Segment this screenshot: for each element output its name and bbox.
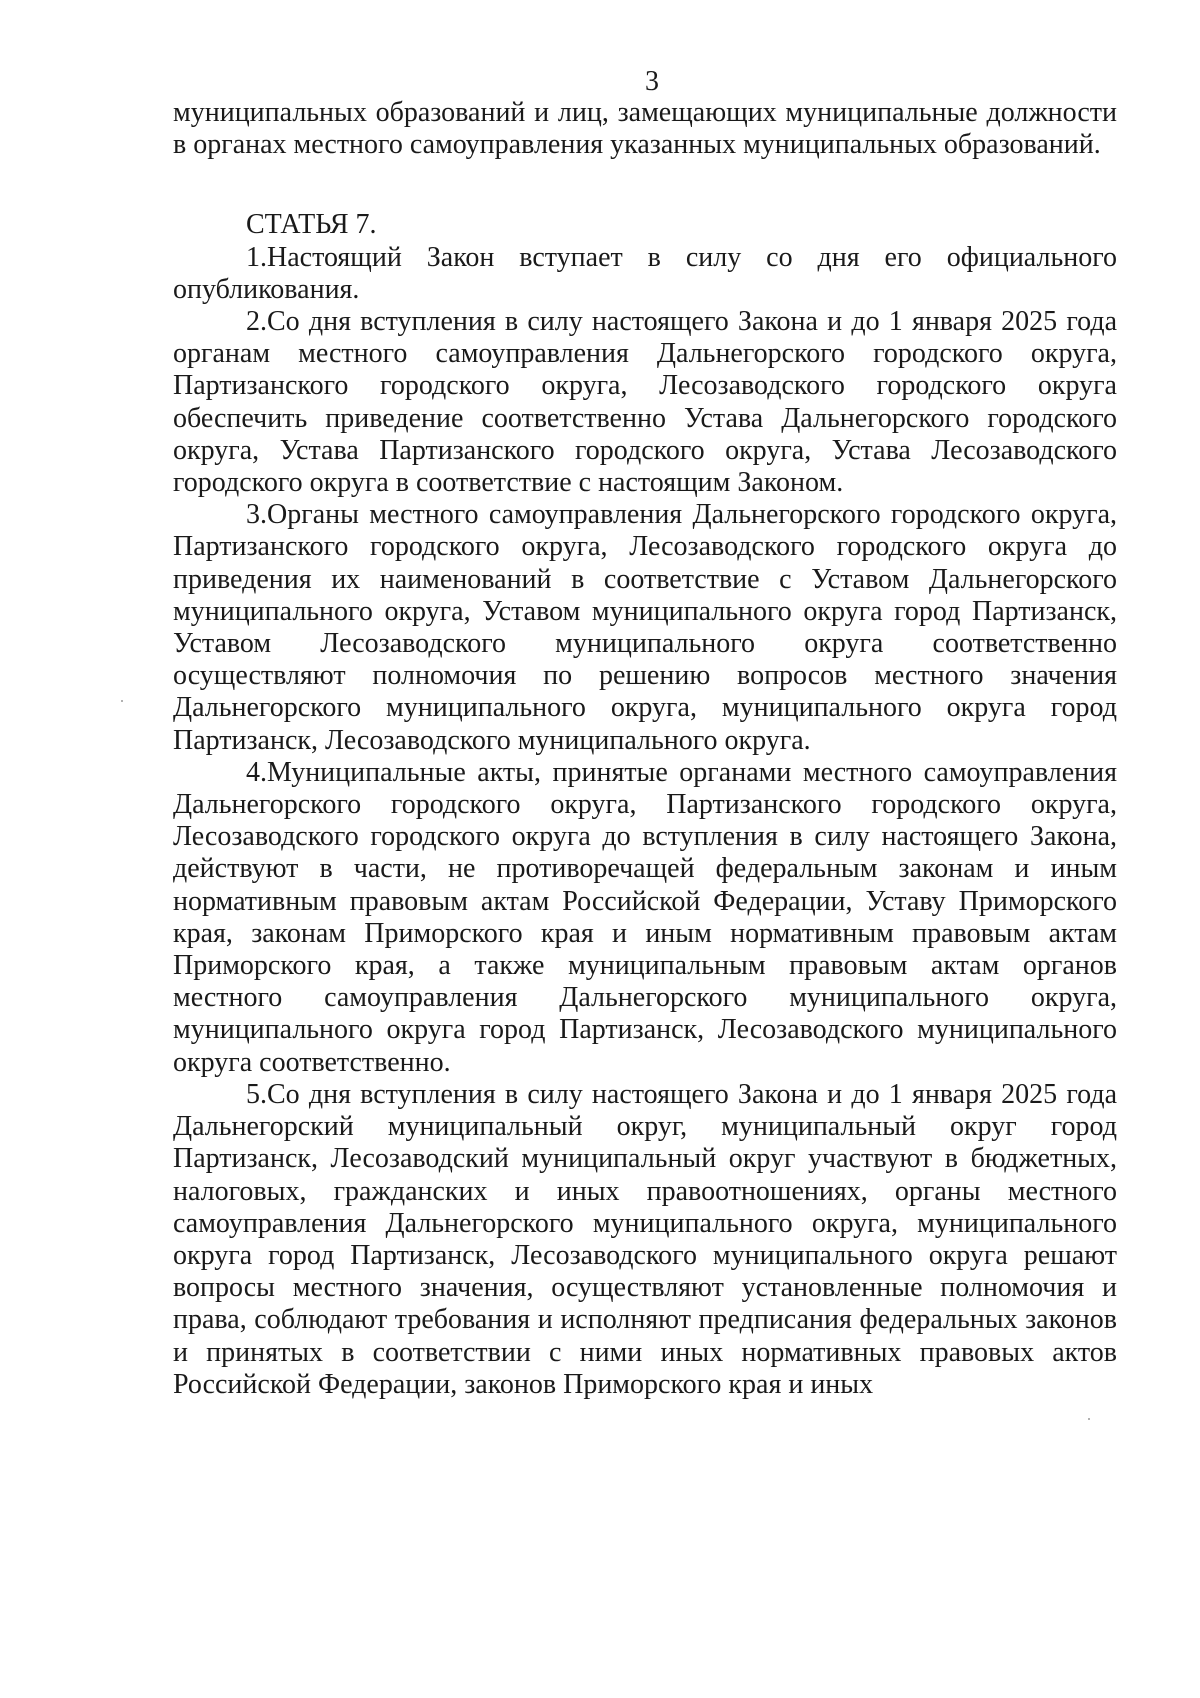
article-paragraph-3: 3.Органы местного самоуправления Дальнегорского городского округа, Партизанского городского округа, Лесозаводского городского округа до приведения их наименований в соответствие с Уставом Дальнегорского муниципального округа, Уставом муниципального округа город Партизанск, Уставом Лесозаводского муниципального округа соответственно осуществляют полномочия по решению вопросов местного значения Дальнегорского муниципального округа, муниципального округа город Партизанск, Лесозаводского муниципального округа. (173, 499, 1117, 756)
article-paragraph-1: 1.Настоящий Закон вступает в силу со дня его официального опубликования. (173, 241, 1117, 305)
scan-speck (1088, 1418, 1090, 1420)
document-body (173, 97, 1117, 1401)
article-paragraph-2: 2.Со дня вступления в силу настоящего Закона и до 1 января 2025 года органам местного самоуправления Дальнегорского городского округа, Партизанского городского округа, Лесозаводского городского округа обеспечить приведение соответственно Устава Дальнегорского городского округа, Устава Партизанского городского округа, Устава Лесозаводского городского округа в соответствие с настоящим Законом. (173, 306, 1117, 499)
continued-paragraph: муниципальных образований и лиц, замещающих муниципальные должности в органах местного самоуправления указанных муниципальных образований. (173, 97, 1117, 161)
page-number: 3 (645, 66, 659, 97)
article-paragraph-5: 5.Со дня вступления в силу настоящего Закона и до 1 января 2025 года Дальнегорский муниципальный округ, муниципальный округ город Партизанск, Лесозаводский муниципальный округ участвуют в бюджетных, налоговых, гражданских и иных правоотношениях, органы местного самоуправления Дальнегорского муниципального округа, муниципального округа город Партизанск, Лесозаводского муниципального округа решают вопросы местного значения, осуществляют установленные полномочия и права, соблюдают требования и исполняют предписания федеральных законов и принятых в соответствии с ними иных нормативных правовых актов Российской Федерации, законов Приморского края и иных (173, 1078, 1117, 1400)
article-heading: СТАТЬЯ 7. (246, 209, 377, 241)
article-paragraph-4: 4.Муниципальные акты, принятые органами местного самоуправления Дальнегорского городского округа, Партизанского городского округа, Лесозаводского городского округа до вступления в силу настоящего Закона, действуют в части, не противоречащей федеральным законам и иным нормативным правовым актам Российской Федерации, Уставу Приморского края, законам Приморского края и иным нормативным правовым актам Приморского края, а также муниципальным правовым актам органов местного самоуправления Дальнегорского муниципального округа, муниципального округа город Партизанск, Лесозаводского муниципального округа соответственно. (173, 756, 1117, 1078)
scan-speck (121, 700, 123, 702)
